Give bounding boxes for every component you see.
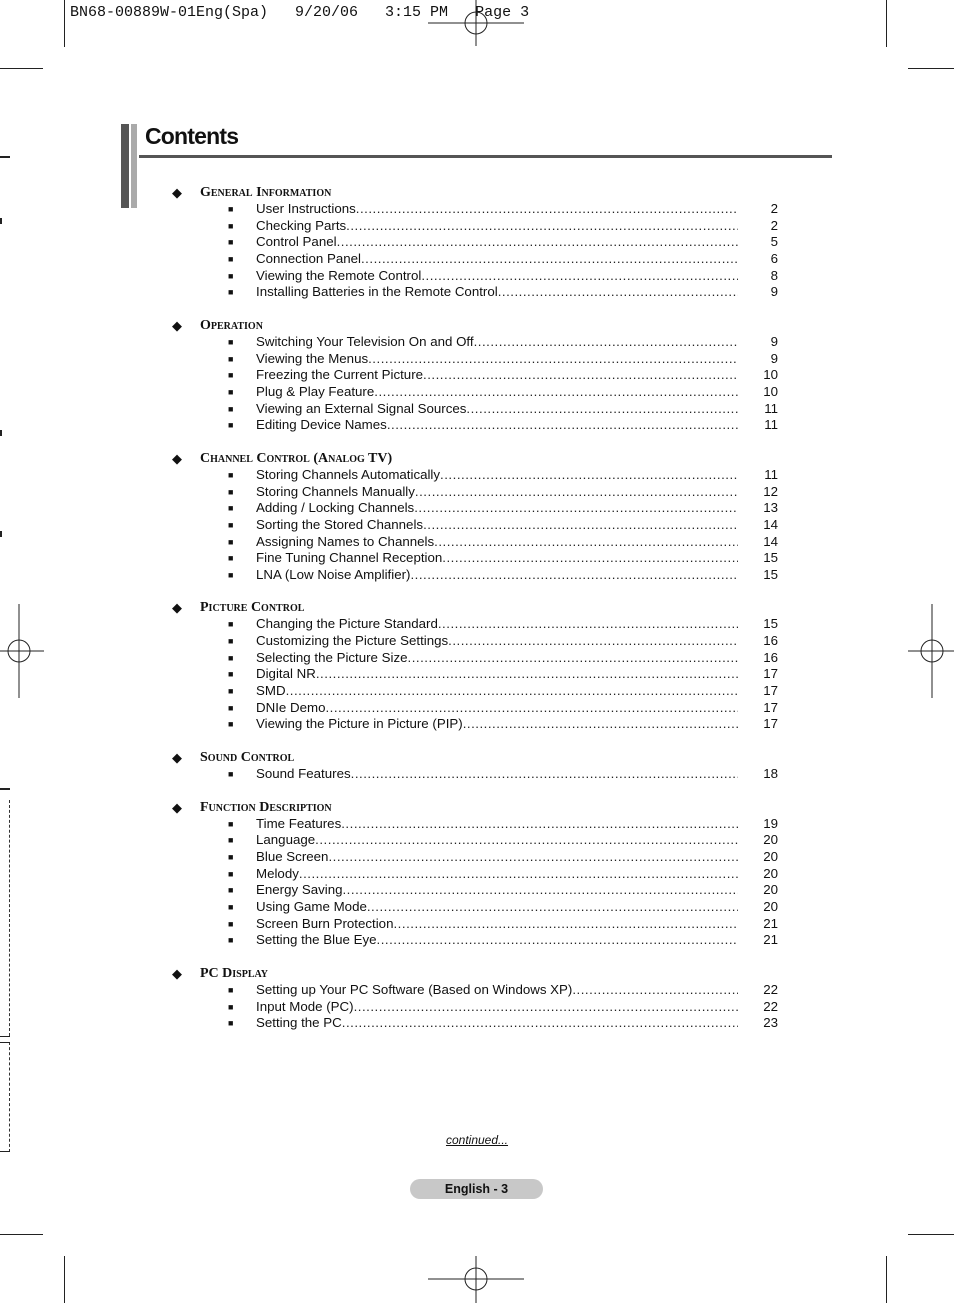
section-title: Function Description [200,799,332,815]
entry-label: Switching Your Television On and Off [256,333,474,349]
entry-label: Time Features [256,815,342,831]
entry-label: User Instructions [256,201,356,216]
entry-page-number: 17 [763,716,778,732]
print-slug: BN68-00889W-01Eng(Spa) 9/20/06 3:15 PM Page 3 [70,4,530,21]
dot-leader [368,351,738,368]
entry-page-number: 21 [763,915,778,931]
dot-leader [474,334,738,351]
section-title: Operation [200,317,263,333]
entry-page-number: 23 [763,1015,778,1031]
square-bullet-icon: ■ [228,519,234,530]
entry-label: Assigning Names to Channels [256,533,435,549]
entry-label: Freezing the Current Picture [256,367,424,383]
dot-leader [341,816,738,833]
entry-label: Adding / Locking Channels [256,500,415,516]
entry-page-number: 17 [763,699,778,715]
entry-label-wrap [256,534,738,551]
entry-label-wrap [256,334,738,351]
square-bullet-icon: ■ [228,403,234,414]
entry-page-number: 15 [763,566,778,582]
square-bullet-icon: ■ [228,237,234,248]
diamond-bullet-icon: ◆ [172,317,182,333]
entry-label-wrap [256,633,738,650]
entry-label-wrap [256,218,738,235]
entry-label-wrap [256,367,738,384]
entry-label-wrap [256,866,738,883]
entry-label: Storing Channels Automatically [256,466,441,482]
entry-page-number: 8 [770,267,778,283]
square-bullet-icon: ■ [228,270,234,281]
square-bullet-icon: ■ [228,353,234,364]
entry-label-wrap [256,1015,738,1032]
entry-label: Energy Saving [256,882,343,898]
diamond-bullet-icon: ◆ [172,450,182,466]
square-bullet-icon: ■ [228,619,234,630]
entry-label-wrap [256,268,738,285]
entry-page-number: 15 [763,616,778,632]
entry-label: Viewing the Picture in Picture (PIP) [256,716,463,732]
toc-entry[interactable] [0,616,954,633]
entry-label: Installing Batteries in the Remote Control [256,284,498,300]
entry-label: Setting the PC [256,1015,342,1031]
entry-label-wrap [256,251,738,268]
square-bullet-icon: ■ [228,336,234,347]
entry-label-wrap [256,683,738,700]
continued-note: continued... [445,1133,509,1147]
dot-leader [354,999,738,1016]
edge-mark [0,156,10,158]
crop-mark [0,68,43,69]
toc-section [0,965,954,1032]
entry-label: Viewing an External Signal Sources [256,400,467,416]
toc-entry[interactable] [0,650,954,667]
square-bullet-icon: ■ [228,503,234,514]
title-rule [139,155,832,158]
square-bullet-icon: ■ [228,818,234,829]
square-bullet-icon: ■ [228,420,234,431]
edge-mark [0,1151,10,1152]
entry-page-number: 20 [763,832,778,848]
toc-entry[interactable] [0,534,954,551]
entry-label-wrap [256,832,738,849]
square-bullet-icon: ■ [228,220,234,231]
entry-label: SMD [256,683,286,699]
crop-mark [886,0,887,47]
crop-mark [0,1234,43,1235]
entry-page-number: 13 [763,500,778,516]
dot-leader [286,683,738,700]
square-bullet-icon: ■ [228,469,234,480]
toc-entry[interactable] [0,899,954,916]
square-bullet-icon: ■ [228,569,234,580]
dot-leader [421,268,738,285]
entry-label-wrap [256,700,738,717]
dot-leader [367,899,738,916]
entry-label-wrap [256,616,738,633]
entry-page-number: 15 [763,550,778,566]
dot-leader [572,982,738,999]
toc-entry[interactable] [0,550,954,567]
square-bullet-icon: ■ [228,253,234,264]
toc-entry[interactable] [0,1015,954,1032]
entry-page-number: 20 [763,882,778,898]
toc-entry[interactable] [0,982,954,999]
dot-leader [342,882,738,899]
entry-page-number: 16 [763,633,778,649]
dot-leader [316,666,738,683]
crop-mark [908,68,954,69]
entry-label-wrap [256,932,738,949]
dot-leader [325,700,738,717]
entry-page-number: 20 [763,899,778,914]
diamond-bullet-icon: ◆ [172,600,182,616]
crop-mark [64,1256,65,1303]
section-title: Channel Control (Analog TV) [200,450,393,466]
toc-entry[interactable] [0,201,954,218]
toc-entry[interactable] [0,683,954,700]
toc-section [0,749,954,783]
entry-label: Customizing the Picture Settings [256,633,449,649]
entry-page-number: 21 [763,932,778,948]
diamond-bullet-icon: ◆ [172,185,182,200]
toc-entry[interactable] [0,816,954,833]
entry-label-wrap [256,816,738,833]
entry-label: Control Panel [256,234,337,250]
section-title: General Information [200,185,332,200]
dot-leader [315,832,738,849]
toc-entry[interactable] [0,334,954,351]
entry-label: Language [256,832,316,848]
entry-label-wrap [256,351,738,368]
square-bullet-icon: ■ [228,702,234,713]
toc-section [0,184,954,301]
dot-leader [387,417,738,434]
dot-leader [299,866,738,883]
entry-label-wrap [256,401,738,418]
entry-page-number: 14 [763,516,778,532]
toc-entry[interactable] [0,700,954,717]
section-heading [0,749,954,766]
dot-leader [393,916,738,933]
toc-entry[interactable] [0,999,954,1016]
square-bullet-icon: ■ [228,386,234,397]
dot-leader [356,201,738,218]
dot-leader [463,716,738,733]
dot-leader [415,484,738,501]
entry-page-number: 14 [763,533,778,549]
entry-page-number: 11 [764,417,778,433]
entry-label: Input Mode (PC) [256,998,354,1014]
entry-label-wrap [256,417,738,434]
entry-page-number: 20 [763,849,778,865]
dot-leader [377,932,739,949]
entry-label: Viewing the Menus [256,350,369,366]
section-heading [0,184,954,201]
toc-entry[interactable] [0,218,954,235]
entry-page-number: 18 [763,766,778,782]
entry-label: Viewing the Remote Control [256,267,422,283]
dot-leader [434,534,738,551]
square-bullet-icon: ■ [228,370,234,381]
square-bullet-icon: ■ [228,669,234,680]
entry-page-number: 17 [763,683,778,699]
entry-label: Sorting the Stored Channels [256,516,424,532]
square-bullet-icon: ■ [228,984,234,995]
entry-page-number: 6 [770,250,778,266]
section-heading [0,965,954,982]
page-footer: English - 3 [410,1179,543,1199]
entry-label-wrap [256,550,738,567]
entry-label-wrap [256,650,738,667]
square-bullet-icon: ■ [228,486,234,497]
entry-label-wrap [256,517,738,534]
toc-entry[interactable] [0,567,954,584]
entry-page-number: 22 [763,981,778,997]
toc-section [0,450,954,584]
dot-leader [374,384,738,401]
diamond-bullet-icon: ◆ [172,965,182,981]
toc-entry[interactable] [0,384,954,401]
entry-label: Plug & Play Feature [256,383,375,399]
section-title: Sound Control [200,750,295,766]
dot-leader [361,251,738,268]
dot-leader [448,633,738,650]
square-bullet-icon: ■ [228,868,234,879]
square-bullet-icon: ■ [228,835,234,846]
dot-leader [342,1015,738,1032]
square-bullet-icon: ■ [228,536,234,547]
crop-mark [908,1234,954,1235]
entry-label-wrap [256,284,738,301]
toc-entry[interactable] [0,268,954,285]
crop-mark [64,0,65,47]
entry-page-number: 11 [764,400,778,416]
entry-page-number: 22 [763,998,778,1014]
square-bullet-icon: ■ [228,553,234,564]
entry-page-number: 9 [770,350,778,366]
section-heading [0,599,954,616]
registration-mark-icon [428,1256,524,1303]
entry-label-wrap [256,201,738,218]
square-bullet-icon: ■ [228,204,234,214]
entry-page-number: 2 [770,201,778,216]
entry-page-number: 17 [763,666,778,682]
toc-entry[interactable] [0,234,954,251]
dot-leader [346,218,738,235]
square-bullet-icon: ■ [228,902,234,912]
square-bullet-icon: ■ [228,636,234,647]
square-bullet-icon: ■ [228,852,234,863]
toc-entry[interactable] [0,916,954,933]
entry-page-number: 10 [763,367,778,383]
toc-entry[interactable] [0,849,954,866]
entry-label-wrap [256,567,738,584]
square-bullet-icon: ■ [228,686,234,697]
registration-mark-icon [428,0,524,48]
square-bullet-icon: ■ [228,1001,234,1012]
toc-entry[interactable] [0,716,954,733]
entry-label: LNA (Low Noise Amplifier) [256,566,411,582]
toc-entry[interactable] [0,633,954,650]
dot-leader [466,401,738,418]
entry-label: Storing Channels Manually [256,483,415,499]
square-bullet-icon: ■ [228,769,234,780]
entry-label: Checking Parts [256,217,347,233]
entry-page-number: 11 [764,466,778,482]
entry-label-wrap [256,899,738,916]
toc-entry[interactable] [0,367,954,384]
table-of-contents [0,184,954,1048]
toc-entry[interactable] [0,467,954,484]
diamond-bullet-icon: ◆ [172,799,182,815]
entry-label: Selecting the Picture Size [256,649,408,665]
entry-page-number: 12 [763,483,778,499]
dot-leader [414,500,738,517]
entry-page-number: 5 [770,234,778,250]
entry-page-number: 19 [763,815,778,831]
toc-entry[interactable] [0,401,954,418]
dot-leader [440,467,738,484]
section-heading [0,317,954,334]
entry-label: Setting the Blue Eye [256,932,377,948]
toc-entry[interactable] [0,351,954,368]
section-heading [0,799,954,816]
square-bullet-icon: ■ [228,652,234,663]
dot-leader [410,567,738,584]
entry-label-wrap [256,766,738,783]
section-title: Picture Control [200,600,305,616]
toc-section [0,599,954,733]
entry-label: Melody [256,865,299,881]
entry-label-wrap [256,999,738,1016]
dot-leader [423,367,738,384]
entry-label: Changing the Picture Standard [256,616,438,632]
dot-leader [498,284,738,301]
dot-leader [408,650,738,667]
entry-page-number: 9 [770,333,778,349]
entry-label-wrap [256,484,738,501]
toc-entry[interactable] [0,882,954,899]
entry-label-wrap [256,916,738,933]
toc-entry[interactable] [0,417,954,434]
entry-label: Fine Tuning Channel Reception [256,550,443,566]
toc-entry[interactable] [0,500,954,517]
entry-page-number: 2 [770,217,778,233]
entry-label-wrap [256,384,738,401]
toc-entry[interactable] [0,932,954,949]
square-bullet-icon: ■ [228,918,234,929]
entry-label: DNIe Demo [256,699,326,715]
entry-label: Sound Features [256,766,351,782]
square-bullet-icon: ■ [228,935,234,946]
diamond-bullet-icon: ◆ [172,750,182,766]
entry-label: Connection Panel [256,250,361,266]
toc-entry[interactable] [0,832,954,849]
dot-leader [328,849,738,866]
dot-leader [438,616,738,633]
page-title: Contents [145,123,239,149]
entry-label-wrap [256,234,738,251]
section-heading [0,450,954,467]
square-bullet-icon: ■ [228,719,234,730]
entry-label: Blue Screen [256,849,329,865]
entry-page-number: 20 [763,865,778,881]
entry-label: Using Game Mode [256,899,367,914]
entry-label-wrap [256,882,738,899]
entry-label: Screen Burn Protection [256,915,394,931]
entry-page-number: 9 [770,284,778,300]
toc-section [0,799,954,949]
toc-entry[interactable] [0,284,954,301]
entry-label-wrap [256,716,738,733]
dot-leader [442,550,738,567]
crop-mark [886,1256,887,1303]
toc-entry[interactable] [0,666,954,683]
entry-label-wrap [256,467,738,484]
entry-label-wrap [256,849,738,866]
toc-section [0,317,954,434]
section-title: PC Display [200,965,269,981]
entry-page-number: 10 [763,383,778,399]
entry-label: Digital NR [256,666,316,682]
toc-entry[interactable] [0,866,954,883]
square-bullet-icon: ■ [228,287,234,298]
toc-entry[interactable] [0,484,954,501]
toc-entry[interactable] [0,766,954,783]
square-bullet-icon: ■ [228,885,234,896]
square-bullet-icon: ■ [228,1018,234,1029]
entry-label-wrap [256,500,738,517]
toc-entry[interactable] [0,517,954,534]
entry-label: Editing Device Names [256,417,387,433]
entry-label: Setting up Your PC Software (Based on Windows XP) [256,981,573,997]
dot-leader [351,766,738,783]
entry-label-wrap [256,666,738,683]
entry-label-wrap [256,982,738,999]
dot-leader [423,517,738,534]
toc-entry[interactable] [0,251,954,268]
dot-leader [337,234,738,251]
entry-page-number: 16 [763,649,778,665]
